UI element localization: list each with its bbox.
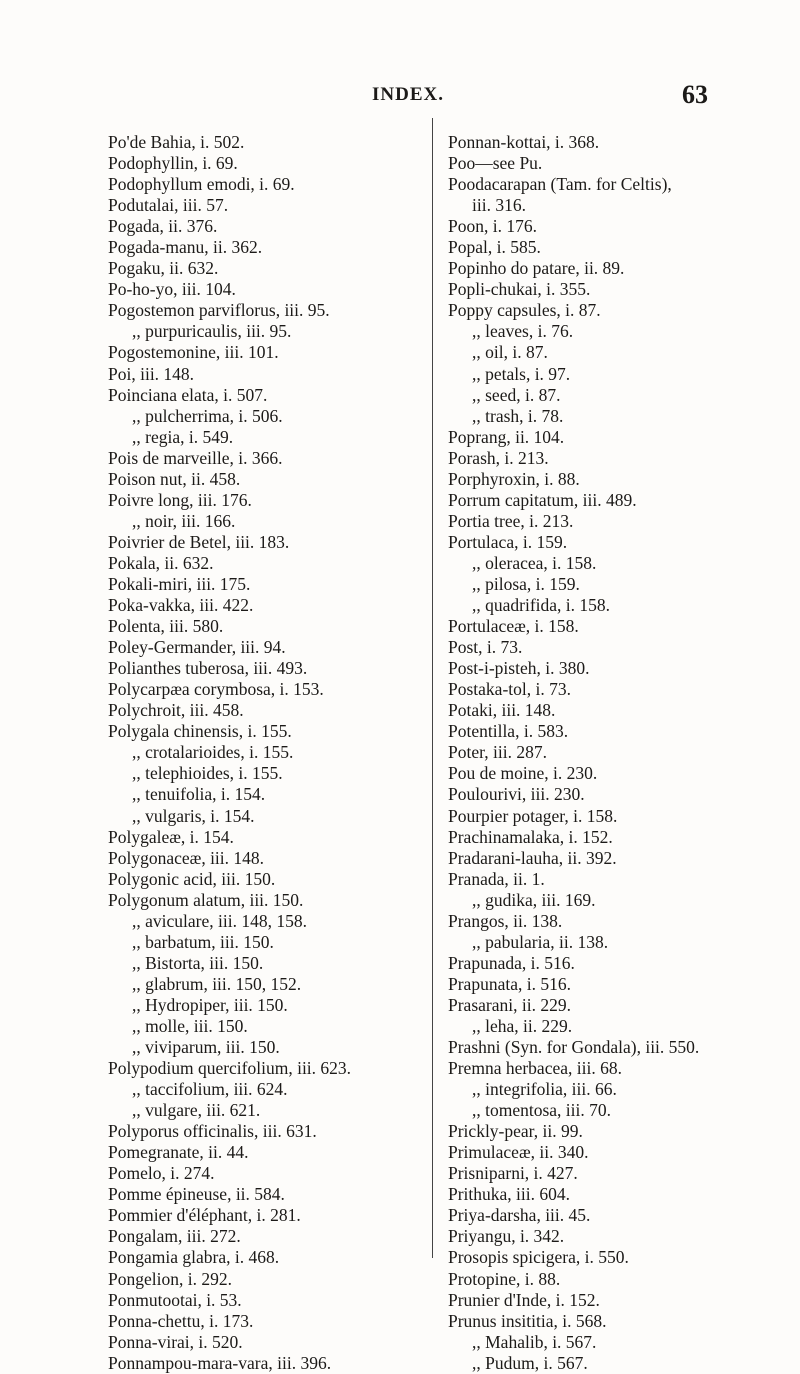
- index-entry: Prickly-pear, ii. 99.: [448, 1121, 583, 1142]
- page-number: 63: [682, 80, 708, 109]
- index-entry: Poodacarapan (Tam. for Celtis),: [448, 174, 672, 195]
- index-entry: Porrum capitatum, iii. 489.: [448, 489, 637, 510]
- index-entry: Portia tree, i. 213.: [448, 510, 574, 531]
- index-entry: ,, Pudum, i. 567.: [472, 1352, 588, 1373]
- index-entry: ,, pabularia, ii. 138.: [472, 931, 609, 952]
- index-entry: ,, leha, ii. 229.: [472, 1015, 573, 1036]
- index-entry: Ponnan-kottai, i. 368.: [448, 132, 600, 152]
- index-entry: Post, i. 73.: [448, 637, 523, 658]
- index-entry: Prunus insititia, i. 568.: [448, 1310, 607, 1331]
- index-entry: Poo—see Pu.: [448, 153, 543, 174]
- index-entry: ,, petals, i. 97.: [472, 363, 571, 384]
- index-entry: ,, seed, i. 87.: [472, 384, 561, 405]
- index-entry: Polyporus officinalis, iii. 631.: [108, 1121, 317, 1142]
- index-entry: Pogada-manu, ii. 362.: [108, 237, 263, 258]
- index-entry: Post-i-pisteh, i. 380.: [448, 658, 590, 679]
- index-entry: ,, molle, iii. 150.: [132, 1015, 248, 1036]
- index-entry: Polianthes tuberosa, iii. 493.: [108, 658, 308, 679]
- index-entry: Pomegranate, ii. 44.: [108, 1142, 249, 1163]
- index-entry: Poi, iii. 148.: [108, 363, 195, 384]
- index-entry: Pommier d'éléphant, i. 281.: [108, 1205, 301, 1226]
- index-entry: Pokali-miri, iii. 175.: [108, 573, 251, 594]
- index-entry: Poon, i. 176.: [448, 216, 537, 237]
- index-entry: Podophyllum emodi, i. 69.: [108, 174, 295, 195]
- index-entry: Pomelo, i. 274.: [108, 1163, 215, 1184]
- running-title: INDEX.: [372, 84, 444, 105]
- index-entry: ,, telephioides, i. 155.: [132, 763, 283, 784]
- index-entry: ,, barbatum, iii. 150.: [132, 931, 274, 952]
- index-entry: Polycarpæa corymbosa, i. 153.: [108, 679, 324, 700]
- index-entry: Pourpier potager, i. 158.: [448, 805, 618, 826]
- column-divider: [432, 118, 433, 1258]
- index-entry: Prisniparni, i. 427.: [448, 1163, 578, 1184]
- index-entry: Pois de marveille, i. 366.: [108, 447, 283, 468]
- index-entry: Priyangu, i. 342.: [448, 1226, 565, 1247]
- index-entry: Pogostemon parviflorus, iii. 95.: [108, 300, 330, 321]
- index-entry: Poley-Germander, iii. 94.: [108, 637, 286, 658]
- index-entry: Ponna-chettu, i. 173.: [108, 1310, 254, 1331]
- index-entry: Prunier d'Inde, i. 152.: [448, 1289, 600, 1310]
- index-entry: ,, vulgaris, i. 154.: [132, 805, 255, 826]
- index-entry: Polygonic acid, iii. 150.: [108, 868, 276, 889]
- index-entry: Pradarani-lauha, ii. 392.: [448, 847, 617, 868]
- index-entry: Prithuka, iii. 604.: [448, 1184, 571, 1205]
- index-entry: Poison nut, ii. 458.: [108, 468, 241, 489]
- index-entry: ,, taccifolium, iii. 624.: [132, 1079, 288, 1100]
- index-entry: Popal, i. 585.: [448, 237, 541, 258]
- index-entry: Potaki, iii. 148.: [448, 700, 556, 721]
- index-entry: iii. 316.: [472, 195, 526, 216]
- index-entry: Postaka-tol, i. 73.: [448, 679, 571, 700]
- index-entry: Porphyroxin, i. 88.: [448, 468, 580, 489]
- index-entry: Ponna-virai, i. 520.: [108, 1331, 243, 1352]
- index-entry: Polenta, iii. 580.: [108, 616, 224, 637]
- index-entry: ,, pulcherrima, i. 506.: [132, 405, 283, 426]
- index-entry: Prasarani, ii. 229.: [448, 994, 571, 1015]
- index-entry: Podutalai, iii. 57.: [108, 195, 229, 216]
- index-entry: Prachinamalaka, i. 152.: [448, 826, 613, 847]
- index-entry: Podophyllin, i. 69.: [108, 153, 238, 174]
- index-entry: Pomme épineuse, ii. 584.: [108, 1184, 285, 1205]
- index-entry: Popli-chukai, i. 355.: [448, 279, 591, 300]
- index-entry: Polygonum alatum, iii. 150.: [108, 889, 304, 910]
- index-entry: Pongamia glabra, i. 468.: [108, 1247, 280, 1268]
- index-entry: Premna herbacea, iii. 68.: [448, 1058, 622, 1079]
- index-entry: ,, glabrum, iii. 150, 152.: [132, 973, 302, 994]
- index-entry: Potentilla, i. 583.: [448, 721, 569, 742]
- index-entry: Pongalam, iii. 272.: [108, 1226, 241, 1247]
- index-entry: Pongelion, i. 292.: [108, 1268, 232, 1289]
- index-entry: Primulaceæ, ii. 340.: [448, 1142, 589, 1163]
- index-entry: Prapunata, i. 516.: [448, 973, 571, 994]
- index-entry: Pogostemonine, iii. 101.: [108, 342, 279, 363]
- index-entry: Poter, iii. 287.: [448, 742, 547, 763]
- index-entry: Prapunada, i. 516.: [448, 952, 575, 973]
- index-entry: ,, Bistorta, iii. 150.: [132, 952, 264, 973]
- index-entry: Pou de moine, i. 230.: [448, 763, 598, 784]
- index-entry: Poinciana elata, i. 507.: [108, 384, 268, 405]
- index-entry: Poulourivi, iii. 230.: [448, 784, 585, 805]
- page-header: [0, 80, 800, 114]
- index-column-right: [448, 132, 768, 1374]
- index-entry: Portulaca, i. 159.: [448, 531, 568, 552]
- index-entry: ,, integrifolia, iii. 66.: [472, 1079, 617, 1100]
- index-entry: ,, viviparum, iii. 150.: [132, 1037, 280, 1058]
- index-entry: ,, noir, iii. 166.: [132, 510, 236, 531]
- index-entry: ,, crotalarioides, i. 155.: [132, 742, 294, 763]
- index-entry: ,, Mahalib, i. 567.: [472, 1331, 597, 1352]
- index-entry: Poprang, ii. 104.: [448, 426, 565, 447]
- index-entry: Prashni (Syn. for Gondala), iii. 550.: [448, 1037, 700, 1058]
- index-entry: ,, vulgare, iii. 621.: [132, 1100, 261, 1121]
- index-entry: ,, pilosa, i. 159.: [472, 573, 580, 594]
- index-entry: ,, oleracea, i. 158.: [472, 552, 597, 573]
- index-entry: ,, quadrifida, i. 158.: [472, 595, 611, 616]
- index-entry: Porash, i. 213.: [448, 447, 549, 468]
- index-entry: ,, gudika, iii. 169.: [472, 889, 596, 910]
- index-entry: ,, purpuricaulis, iii. 95.: [132, 321, 292, 342]
- index-entry: ,, trash, i. 78.: [472, 405, 564, 426]
- index-entry: Polychroit, iii. 458.: [108, 700, 244, 721]
- index-entry: ,, tenuifolia, i. 154.: [132, 784, 266, 805]
- index-entry: Polypodium quercifolium, iii. 623.: [108, 1058, 352, 1079]
- index-entry: Protopine, i. 88.: [448, 1268, 561, 1289]
- index-entry: Pranada, ii. 1.: [448, 868, 545, 889]
- index-entry: Poka-vakka, iii. 422.: [108, 595, 254, 616]
- index-entry: Po-ho-yo, iii. 104.: [108, 279, 236, 300]
- index-entry: Ponmutootai, i. 53.: [108, 1289, 242, 1310]
- index-entry: Portulaceæ, i. 158.: [448, 616, 579, 637]
- index-entry: Pogada, ii. 376.: [108, 216, 218, 237]
- index-entry: Priya-darsha, iii. 45.: [448, 1205, 591, 1226]
- index-entry: Prangos, ii. 138.: [448, 910, 563, 931]
- index-entry: ,, tomentosa, iii. 70.: [472, 1100, 612, 1121]
- index-entry: Prosopis spicigera, i. 550.: [448, 1247, 629, 1268]
- index-entry: Polygonaceæ, iii. 148.: [108, 847, 265, 868]
- index-entry: Pokala, ii. 632.: [108, 552, 214, 573]
- index-entry: Polygaleæ, i. 154.: [108, 826, 234, 847]
- index-entry: Popinho do patare, ii. 89.: [448, 258, 625, 279]
- index-entry: Poppy capsules, i. 87.: [448, 300, 601, 321]
- index-entry: Po'de Bahia, i. 502.: [108, 132, 245, 152]
- index-entry: Polygala chinensis, i. 155.: [108, 721, 292, 742]
- index-entry: Poivre long, iii. 176.: [108, 489, 252, 510]
- index-entry: ,, oil, i. 87.: [472, 342, 548, 363]
- index-entry: ,, leaves, i. 76.: [472, 321, 574, 342]
- index-entry: Pogaku, ii. 632.: [108, 258, 219, 279]
- index-entry: Ponnampou-mara-vara, iii. 396.: [108, 1352, 332, 1373]
- index-entry: Poivrier de Betel, iii. 183.: [108, 531, 290, 552]
- index-entry: ,, aviculare, iii. 148, 158.: [132, 910, 307, 931]
- index-entry: ,, regia, i. 549.: [132, 426, 234, 447]
- index-entry: ,, Hydropiper, iii. 150.: [132, 994, 288, 1015]
- index-column-left: [108, 132, 428, 1374]
